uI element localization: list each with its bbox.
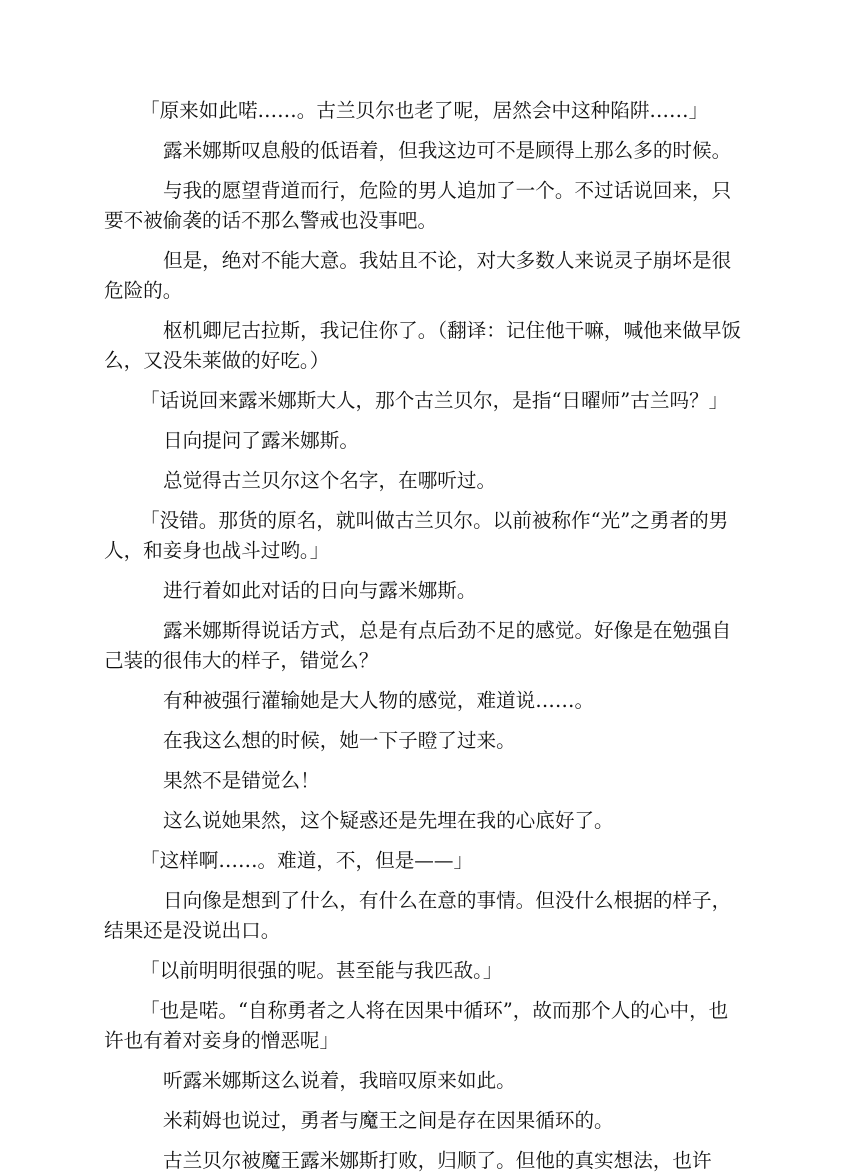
dialogue-paragraph: 「这样啊……。难道，不，但是——」 [140, 849, 474, 872]
dialogue-paragraph: 「也是喏。“自称勇者之人将在因果中循环”，故而那个人的心中，也许也有着对妾身的憎恶呢」 [104, 999, 729, 1052]
narration-paragraph: 在我这么想的时候，她一下子瞪了过来。 [163, 729, 516, 752]
narration-paragraph: 米莉姆也说过，勇者与魔王之间是存在因果循环的。 [163, 1109, 614, 1132]
narration-paragraph: 听露米娜斯这么说着，我暗叹原来如此。 [163, 1069, 516, 1092]
narration-paragraph: 果然不是错觉么！ [163, 769, 320, 792]
dialogue-paragraph: 「以前明明很强的呢。甚至能与我匹敌。」 [140, 959, 503, 982]
narration-paragraph: 这么说她果然，这个疑惑还是先埋在我的心底好了。 [163, 809, 614, 832]
dialogue-paragraph: 「原来如此喏……。古兰贝尔也老了呢，居然会中这种陷阱……」 [140, 99, 709, 122]
narration-paragraph: 枢机卿尼古拉斯，我记住你了。（翻译：记住他干嘛，喊他来做早饭么，又没朱莱做的好吃。） [104, 319, 742, 372]
narration-paragraph: 但是，绝对不能大意。我姑且不论，对大多数人来说灵子崩坏是很危险的。 [104, 249, 732, 302]
narration-paragraph: 古兰贝尔被魔王露米娜斯打败，归顺了。但他的真实想法，也许 [163, 1149, 712, 1172]
dialogue-paragraph: 「话说回来露米娜斯大人，那个古兰贝尔，是指“日曜师”古兰吗？」 [140, 389, 729, 412]
narration-paragraph: 日向像是想到了什么，有什么在意的事情。但没什么根据的样子，结果还是没说出口。 [104, 889, 732, 942]
dialogue-paragraph: 「没错。那货的原名，就叫做古兰贝尔。以前被称作“光”之勇者的男人，和妾身也战斗过哟。」 [104, 509, 729, 562]
narration-paragraph: 露米娜斯叹息般的低语着，但我这边可不是顾得上那么多的时候。 [163, 139, 732, 162]
narration-paragraph: 总觉得古兰贝尔这个名字，在哪听过。 [163, 469, 497, 492]
narration-paragraph: 有种被强行灌输她是大人物的感觉，难道说……。 [163, 689, 595, 712]
narration-paragraph: 露米娜斯得说话方式，总是有点后劲不足的感觉。好像是在勉强自己装的很伟大的样子，错觉么？ [104, 619, 732, 672]
narration-paragraph: 与我的愿望背道而行，危险的男人追加了一个。不过话说回来，只要不被偷袭的话不那么警戒也没事吧。 [104, 179, 732, 232]
narration-paragraph: 日向提问了露米娜斯。 [163, 429, 359, 452]
narration-paragraph: 进行着如此对话的日向与露米娜斯。 [163, 579, 477, 602]
